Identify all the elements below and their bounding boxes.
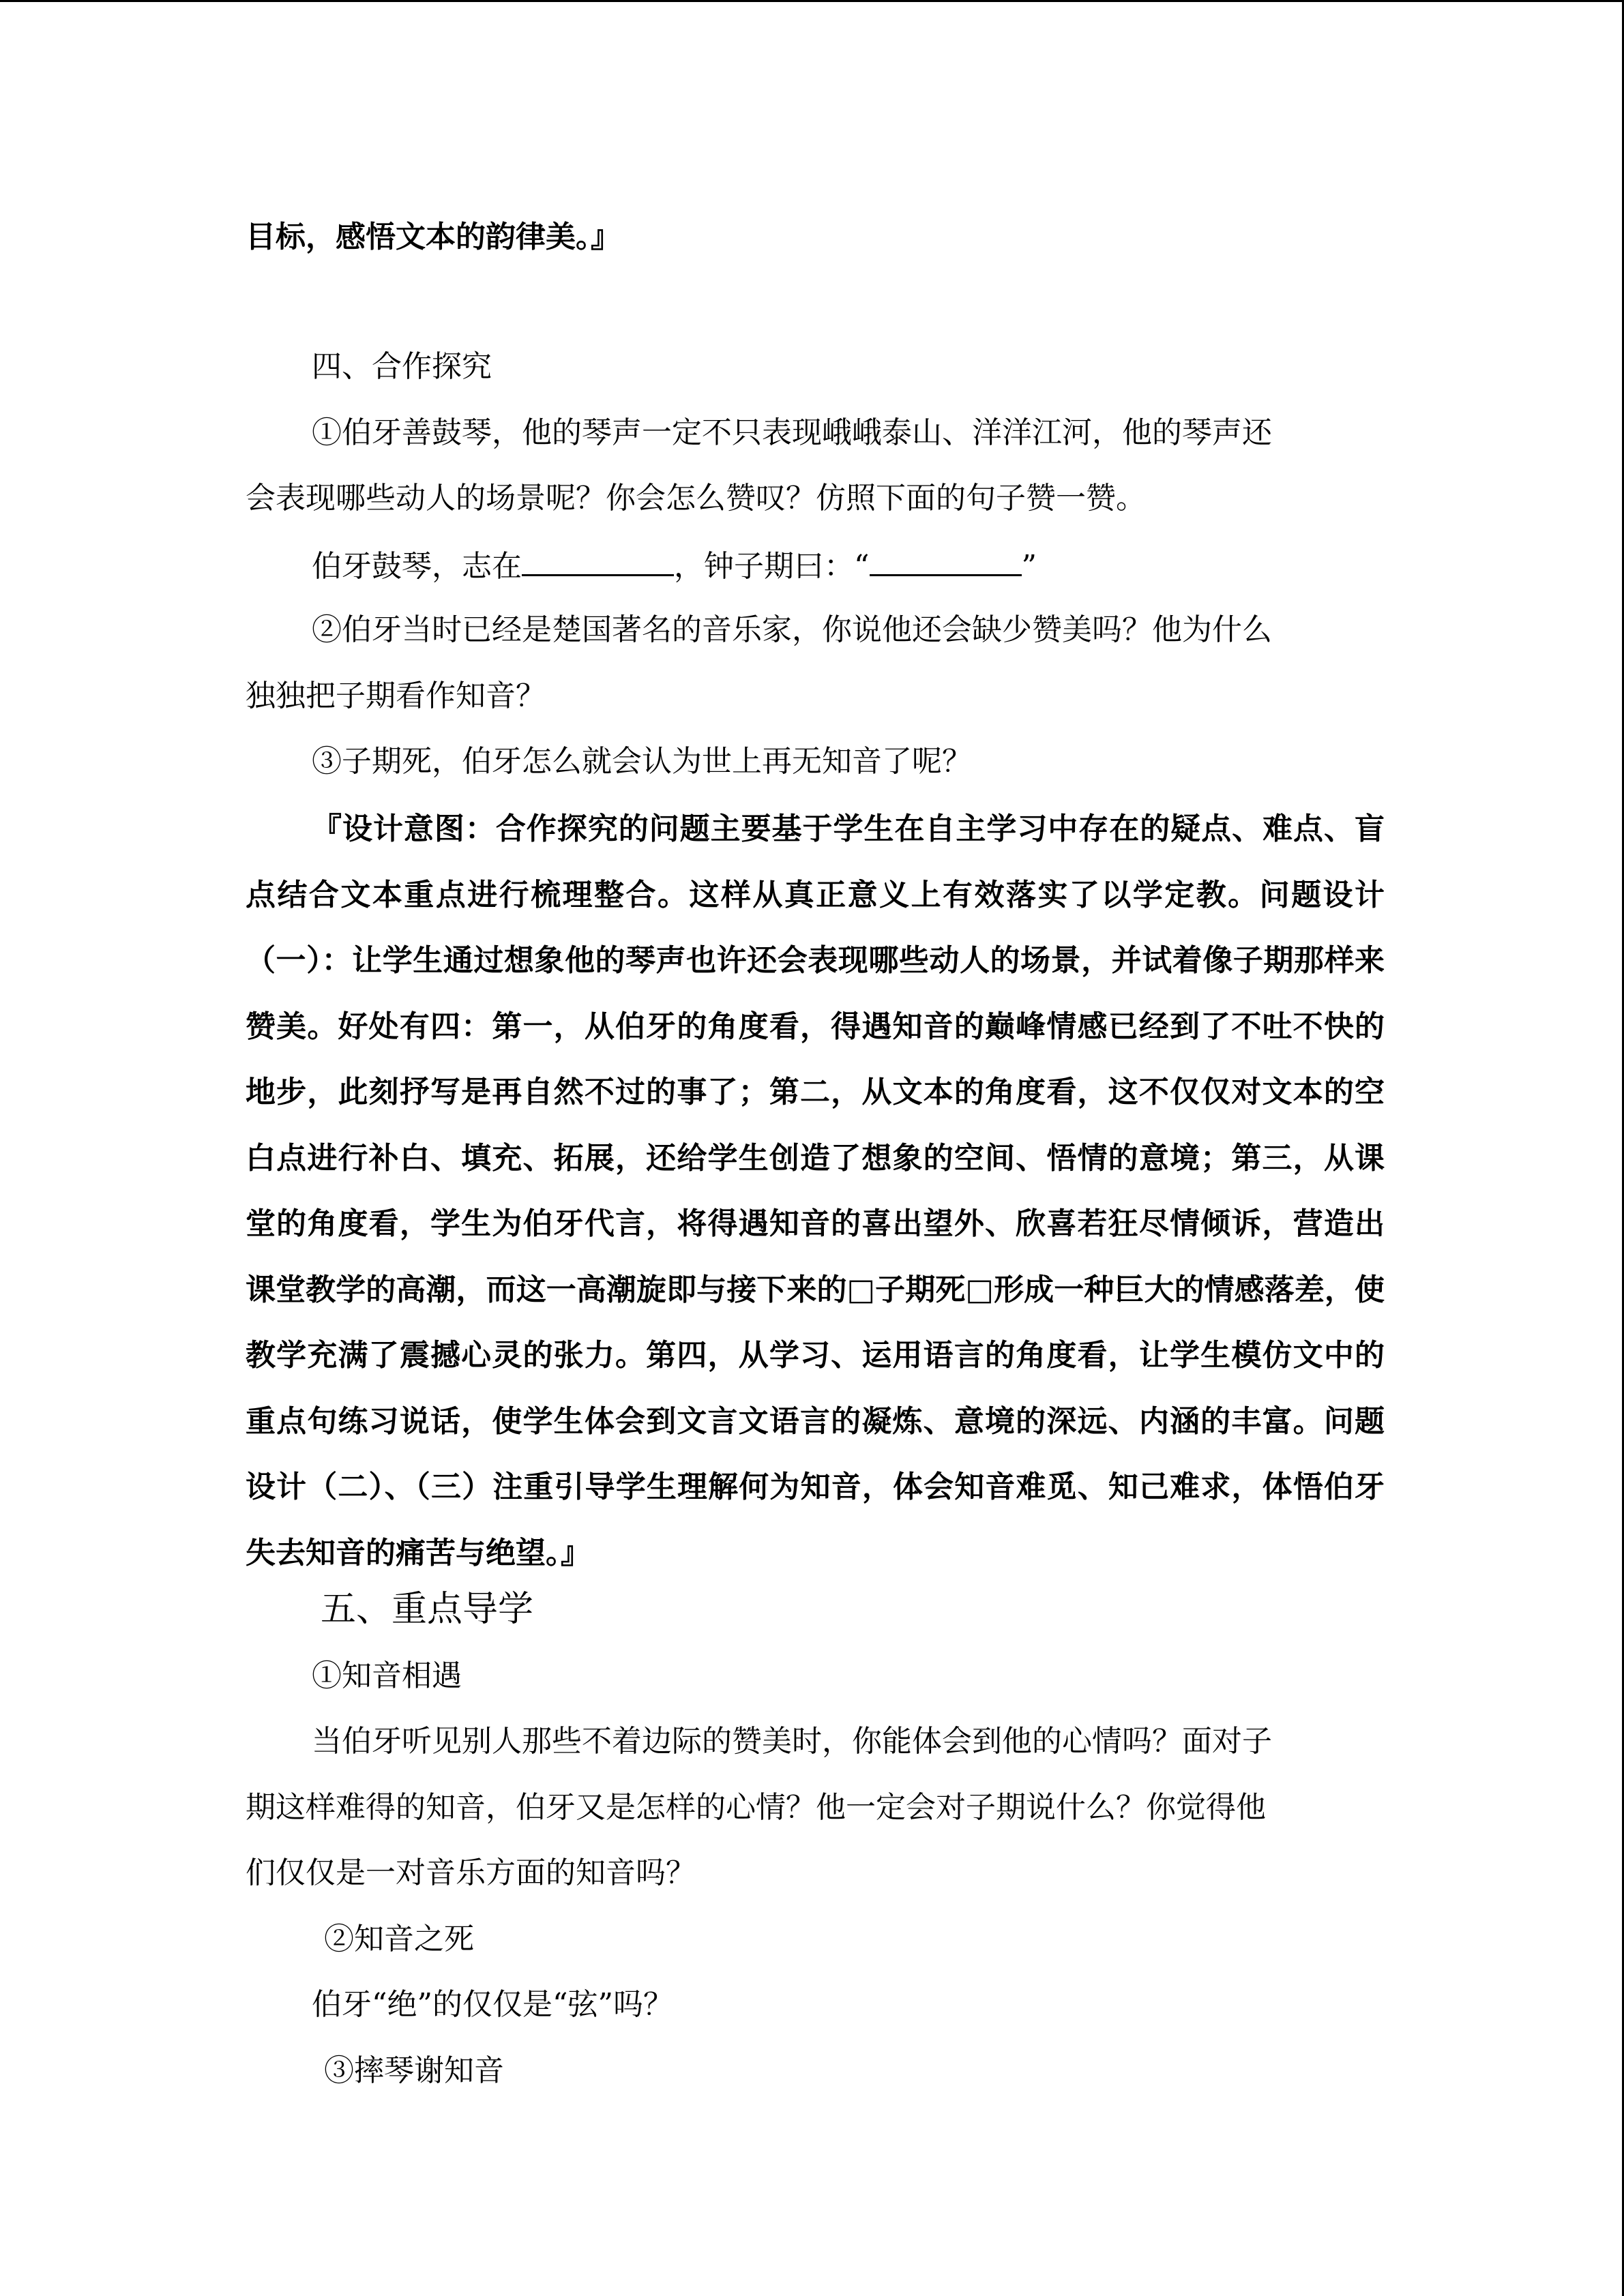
template-part-2: ，钟子期曰：“ (674, 549, 870, 584)
section-5-heading: 五、重点导学 (321, 1589, 534, 1630)
question-3: ③子期死，伯牙怎么就会认为世上再无知音了呢？ (312, 744, 972, 779)
fill-blank-1 (522, 544, 674, 576)
fill-blank-2 (870, 544, 1022, 576)
design-intent-paragraph: 『设计意图：合作探究的问题主要基于学生在自主学习中存在的疑点、难点、盲点结合文本重点进行梳理整合。这样从真正意义上有效落实了以学定教。问题设计（一）：让学生通过想象他的琴声也许还会表现哪些动人的场景，并试着像子期那样来赞美。好处有四：第一，从伯牙的角度看，得遇知音的巅峰情感已经到了不吐不快的地步，此刻抒写是再自然不过的事了；第二，从文本的角度看，这不仅仅对文本的空白点进行补白、填充、拓展，还给学生创造了想象的空间、悟情的意境；第三，从课堂的角度看，学生为伯牙代言，将得遇知音的喜出望外、欣喜若狂尽情倾诉，营造出课堂教学的高潮，而这一高潮旋即与接下来的□子期死□形成一种巨大的情感落差，使教学充满了震撼心灵的张力。第四，从学习、运用语言的角度看，让学生模仿文中的重点句练习说话，使学生体会到文言文语言的凝炼、意境的深远、内涵的丰富。问题设计（二）、（三）注重引导学生理解何为知音，体会知音难觅、知己难求，体悟伯牙失去知音的痛苦与绝望。』 (246, 811, 1385, 1570)
item-1-line-1: 当伯牙听见别人那些不着边际的赞美时，你能体会到他的心情吗？面对子 (312, 1724, 1272, 1759)
previous-note-tail: 目标，感悟文本的韵律美。』 (246, 220, 621, 254)
item-1-line-2: 期这样难得的知音，伯牙又是怎样的心情？他一定会对子期说什么？你觉得他 (246, 1790, 1266, 1825)
question-1-line-2: 会表现哪些动人的场景呢？你会怎么赞叹？仿照下面的句子赞一赞。 (246, 481, 1146, 516)
imitation-template (312, 544, 1037, 587)
page-top-border (0, 0, 1624, 2)
section-4-heading: 四、合作探究 (312, 349, 492, 384)
item-3-title: ③摔琴谢知音 (324, 2053, 504, 2088)
item-1-title: ①知音相遇 (312, 1658, 462, 1693)
item-2-line-1: 伯牙“绝”的仅仅是“弦”吗？ (312, 1987, 673, 2022)
template-part-1: 伯牙鼓琴，志在 (312, 549, 522, 584)
question-2-line-2: 独独把子期看作知音？ (246, 679, 546, 713)
question-1-line-1: ①伯牙善鼓琴，他的琴声一定不只表现峨峨泰山、洋洋江河，他的琴声还 (312, 415, 1272, 450)
template-part-3: ” (1021, 549, 1037, 584)
item-1-line-3: 们仅仅是一对音乐方面的知音吗？ (246, 1855, 696, 1890)
item-2-title: ②知音之死 (324, 1922, 474, 1956)
question-2-line-1: ②伯牙当时已经是楚国著名的音乐家，你说他还会缺少赞美吗？他为什么 (312, 612, 1272, 647)
